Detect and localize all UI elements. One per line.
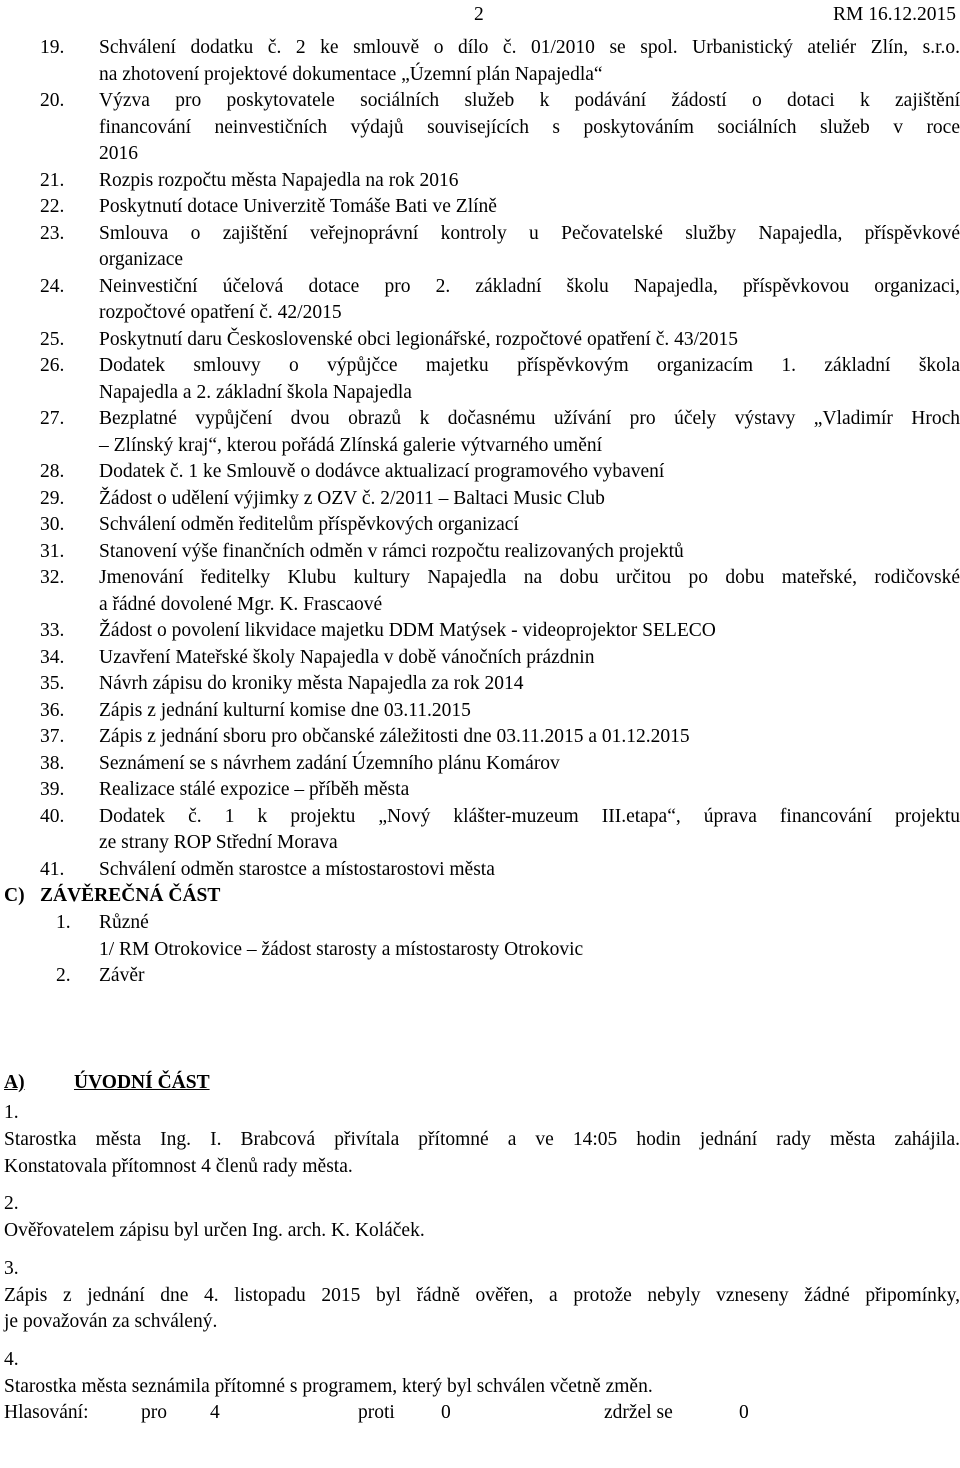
item-number: 41.	[40, 858, 65, 880]
item-number: 35.	[40, 673, 65, 694]
section-letter: A)	[4, 1072, 25, 1093]
item-text: Různé	[99, 912, 149, 933]
item-text: Dodatek smlouvy o výpůjčce majetku příspěvkovým organizacím 1. základní škola	[99, 355, 960, 376]
item-text: Schválení odměn starostce a místostarostovi města	[99, 858, 495, 880]
vote-against-value: 0	[441, 1402, 451, 1423]
item-text: Žádost o udělení výjimky z OZV č. 2/2011 – Baltaci Music Club	[99, 487, 605, 509]
agenda-item	[4, 698, 960, 725]
item-text: – Zlínský kraj“, kterou pořádá Zlínská galerie výtvarného umění	[99, 434, 603, 456]
paragraph-number: 4.	[4, 1348, 19, 1370]
paragraph	[4, 1127, 960, 1180]
agenda-item	[4, 486, 960, 513]
item-number: 32.	[40, 567, 65, 588]
item-text: organizace	[99, 249, 184, 270]
agenda-item	[4, 618, 960, 645]
paragraph-line: Ověřovatelem zápisu byl určen Ing. arch. K. Koláček.	[4, 1220, 425, 1241]
paragraph-line: je považován za schválený.	[4, 1311, 218, 1332]
item-text: Schválení odměn ředitelům příspěvkových organizací	[99, 514, 519, 535]
item-text: Stanovení výše finančních odměn v rámci rozpočtu realizovaných projektů	[99, 540, 684, 562]
agenda-item	[4, 327, 960, 354]
item-number: 28.	[40, 461, 65, 482]
item-number: 38.	[40, 752, 65, 774]
vote-abstain-value: 0	[739, 1402, 749, 1423]
paragraph-line: Starostka města seznámila přítomné s programem, který byl schválen včetně změn.	[4, 1375, 653, 1397]
item-text: Neinvestiční účelová dotace pro 2. základní školu Napajedla, příspěvkovou organizaci,	[99, 275, 960, 297]
item-text: a řádné dovolené Mgr. K. Frascaové	[99, 593, 383, 615]
agenda-item	[4, 539, 960, 566]
closing-item	[4, 910, 960, 937]
section-title: ÚVODNÍ ČÁST	[74, 1072, 210, 1093]
agenda-item	[4, 194, 960, 221]
paragraph-line: Zápis z jednání dne 4. listopadu 2015 byl řádně ověřen, a protože nebyly vzneseny žádné připomínky,	[4, 1284, 960, 1306]
vote-against-label: proti	[358, 1402, 395, 1423]
closing-item	[4, 963, 960, 990]
item-number: 25.	[40, 328, 65, 350]
vote-for-value: 4	[210, 1402, 220, 1423]
item-number: 24.	[40, 275, 65, 297]
item-text: Realizace stálé expozice – příběh města	[99, 779, 410, 800]
agenda-item	[4, 671, 960, 698]
item-number: 23.	[40, 222, 65, 244]
minutes-body	[4, 1070, 960, 1427]
item-text: Výzva pro poskytovatele sociálních služeb k podávání žádostí o dotaci k zajištění	[99, 90, 960, 111]
agenda-item	[4, 274, 960, 327]
closing-subitem: 1/ RM Otrokovice – žádost starosty a místostarosty Otrokovic	[99, 938, 584, 960]
agenda-item	[4, 221, 960, 274]
item-text: 2016	[99, 143, 138, 164]
paragraph-number: 3.	[4, 1257, 19, 1279]
vote-result	[4, 1400, 960, 1427]
agenda-item	[4, 406, 960, 459]
agenda-item	[4, 353, 960, 406]
item-text: Schválení dodatku č. 2 ke smlouvě o dílo č. 01/2010 se spol. Urbanistický ateliér Zlín, s.r.o.	[99, 37, 960, 58]
section-c-heading	[4, 883, 960, 910]
agenda-item	[4, 724, 960, 751]
item-number: 20.	[40, 90, 65, 111]
agenda-item	[4, 168, 960, 195]
item-text: Jmenování ředitelky Klubu kultury Napajedla na dobu určitou po dobu mateřské, rodičovské	[99, 567, 960, 588]
agenda-item	[4, 804, 960, 857]
item-number: 27.	[40, 408, 65, 429]
agenda-item	[4, 777, 960, 804]
item-number: 21.	[40, 169, 65, 191]
agenda-item	[4, 35, 960, 88]
agenda-list	[4, 35, 960, 990]
item-number: 40.	[40, 805, 65, 827]
item-text: na zhotovení projektové dokumentace „Územní plán Napajedla“	[99, 63, 603, 85]
item-number: 19.	[40, 37, 65, 58]
vote-abstain-label: zdržel se	[604, 1402, 673, 1423]
paragraph	[4, 1374, 960, 1401]
agenda-item	[4, 565, 960, 618]
item-text: Bezplatné vypůjčení dvou obrazů k dočasnému užívání pro účely výstavy „Vladimír Hroch	[99, 408, 960, 429]
item-text: ze strany ROP Střední Morava	[99, 832, 338, 853]
page-number: 2	[474, 4, 484, 25]
item-number: 33.	[40, 620, 65, 641]
item-number: 37.	[40, 726, 65, 747]
paragraph	[4, 1283, 960, 1336]
item-text: Zápis z jednání kulturní komise dne 03.11.2015	[99, 699, 471, 721]
item-text: Závěr	[99, 965, 145, 986]
item-text: rozpočtové opatření č. 42/2015	[99, 302, 342, 323]
item-number: 26.	[40, 355, 65, 376]
vote-label: Hlasování:	[4, 1402, 89, 1423]
section-letter: C)	[4, 885, 25, 906]
item-text: Napajedla a 2. základní škola Napajedla	[99, 381, 412, 403]
agenda-item	[4, 459, 960, 486]
item-text: Rozpis rozpočtu města Napajedla na rok 2016	[99, 169, 459, 191]
agenda-item	[4, 88, 960, 168]
paragraph-line: Starostka města Ing. I. Brabcová přivítala přítomné a ve 14:05 hodin jednání rady města zahájila.	[4, 1129, 960, 1150]
item-number: 22.	[40, 196, 65, 217]
paragraph-line: Konstatovala přítomnost 4 členů rady města.	[4, 1155, 353, 1177]
item-number: 29.	[40, 487, 65, 509]
vote-for-label: pro	[141, 1402, 167, 1423]
item-text: Poskytnutí daru Československé obci legionářské, rozpočtové opatření č. 43/2015	[99, 328, 739, 350]
item-number: 30.	[40, 514, 65, 535]
item-number: 2.	[56, 965, 71, 986]
item-text: financování neinvestičních výdajů souvisejících s poskytováním sociálních služeb v roce	[99, 116, 960, 138]
item-number: 36.	[40, 699, 65, 721]
agenda-item	[4, 751, 960, 778]
item-text: Uzavření Mateřské školy Napajedla v době vánočních prázdnin	[99, 646, 595, 668]
agenda-item	[4, 645, 960, 672]
item-text: Žádost o povolení likvidace majetku DDM Matýsek - videoprojektor SELECO	[99, 620, 716, 641]
item-text: Seznámení se s návrhem zadání Územního plánu Komárov	[99, 752, 560, 774]
paragraph-number: 1.	[4, 1102, 19, 1123]
item-text: Zápis z jednání sboru pro občanské záležitosti dne 03.11.2015 a 01.12.2015	[99, 726, 690, 747]
paragraph-number: 2.	[4, 1193, 19, 1214]
item-text: Smlouva o zajištění veřejnoprávní kontroly u Pečovatelské služby Napajedla, příspěvkové	[99, 222, 960, 244]
item-number: 39.	[40, 779, 65, 800]
item-number: 31.	[40, 540, 65, 562]
paragraph	[4, 1218, 960, 1245]
document-reference: RM 16.12.2015	[833, 4, 956, 25]
item-number: 1.	[56, 912, 71, 933]
section-a-heading	[4, 1070, 960, 1100]
agenda-item	[4, 857, 960, 884]
item-text: Návrh zápisu do kroniky města Napajedla za rok 2014	[99, 673, 524, 694]
agenda-item	[4, 512, 960, 539]
item-number: 34.	[40, 646, 65, 668]
item-text: Dodatek č. 1 ke Smlouvě o dodávce aktualizací programového vybavení	[99, 461, 665, 482]
item-text: Dodatek č. 1 k projektu „Nový klášter-muzeum III.etapa“, úprava financování projektu	[99, 805, 960, 827]
page-header	[0, 0, 960, 26]
section-title: ZÁVĚREČNÁ ČÁST	[40, 885, 221, 906]
item-text: Poskytnutí dotace Univerzitě Tomáše Bati ve Zlíně	[99, 196, 497, 217]
